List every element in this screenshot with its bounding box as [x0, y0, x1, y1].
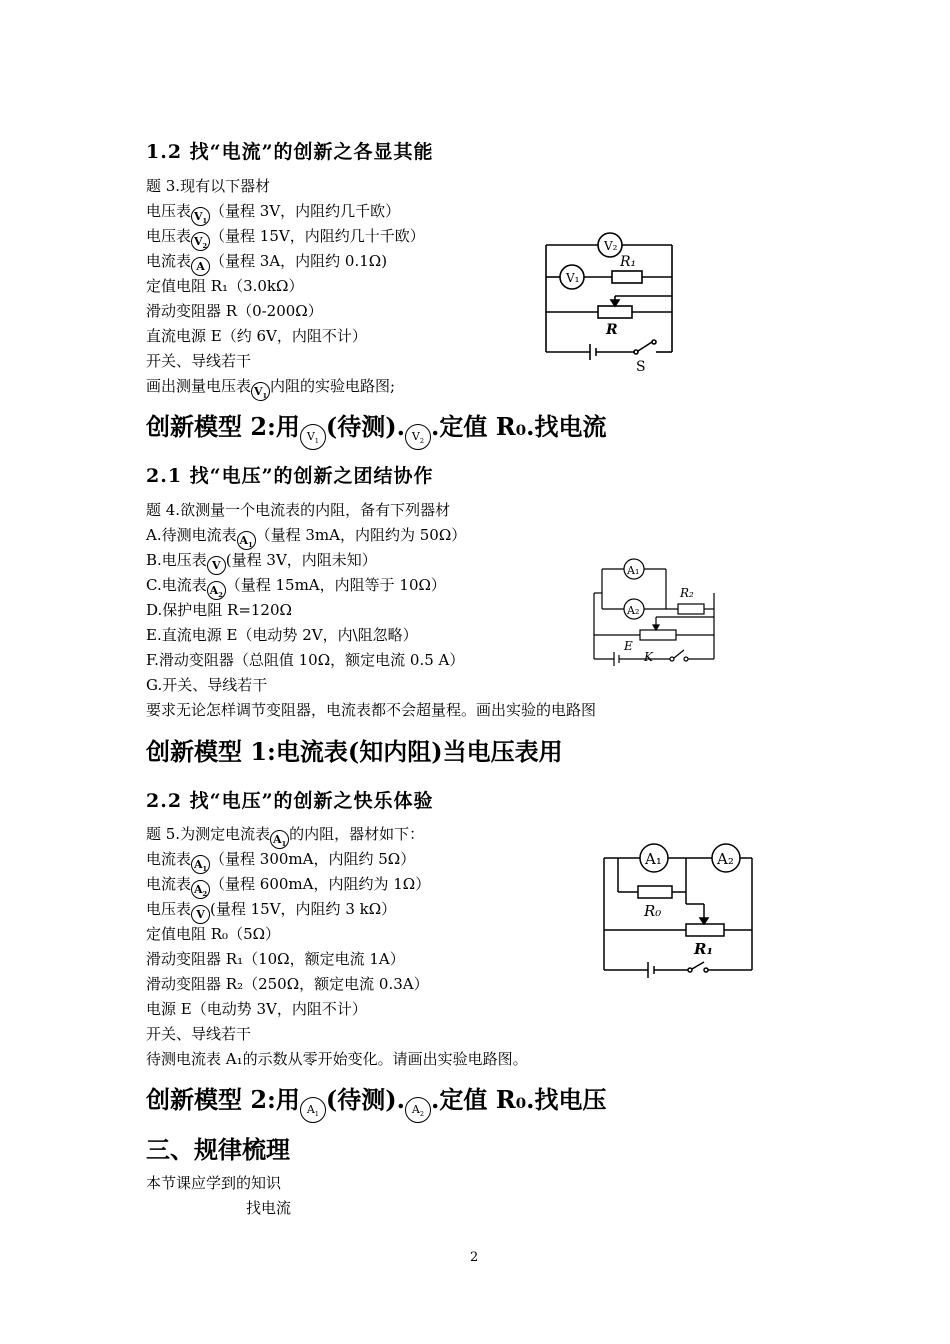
- q3-item-r: 滑动变阻器 R（0-200Ω）: [146, 302, 323, 320]
- q5-item-v: 电压表 V (量程 15V，内阻约 3 kΩ）: [146, 899, 396, 924]
- ammeter-icon: $A_1$: [191, 855, 210, 874]
- q5-item-r0: 定值电阻 R₀（5Ω）: [146, 925, 281, 943]
- ammeter-icon: $A_1$: [300, 1097, 326, 1123]
- ammeter-icon: $A_2$: [207, 581, 226, 600]
- circuit-diagram-q5: [598, 840, 758, 978]
- q3-item-r1: 定值电阻 R₁（3.0kΩ）: [146, 277, 304, 295]
- q4-item-d: D.保护电阻 R=120Ω: [146, 601, 292, 619]
- page-number: 2: [470, 1250, 479, 1265]
- fig2-label-e: E: [624, 639, 633, 653]
- fig2-label-k: K: [644, 650, 653, 664]
- fig3-label-a2: A₂: [717, 850, 734, 868]
- q4-item-c: C.电流表 $A_2$（量程 15mA，内阻等于 10Ω）: [146, 576, 446, 600]
- fig2-label-a2: A₂: [627, 604, 640, 617]
- q5-item-a1: 电流表 $A_1$（量程 300mA，内阻约 5Ω）: [146, 850, 416, 874]
- model-1-heading: 创新模型 1:电流表(知内阻)当电压表用: [146, 737, 563, 766]
- q3-item-a: 电流表 A （量程 3A，内阻约 0.1Ω): [146, 251, 387, 276]
- ammeter-icon: A: [191, 257, 210, 276]
- fig1-label-s: S: [636, 359, 646, 375]
- ammeter-icon: $A_2$: [405, 1097, 431, 1123]
- circuit-diagram-q4: [588, 553, 720, 669]
- voltmeter-icon: V: [191, 905, 210, 924]
- q4-task: 要求无论怎样调节变阻器，电流表都不会超量程。画出实验的电路图: [146, 701, 597, 719]
- fig1-label-v1: V₁: [566, 271, 580, 285]
- section-heading-2-2: 2.2 找“电压”的创新之快乐体验: [146, 790, 434, 812]
- section-heading-1-2: 1.2 找“电流”的创新之各显其能: [146, 141, 434, 163]
- fig1-label-r1: R₁: [620, 254, 637, 270]
- q4-item-e: E.直流电源 E（电动势 2V，内\阻忽略）: [146, 626, 418, 644]
- voltmeter-icon: $V_1$: [251, 382, 270, 401]
- fig3-label-r1: R₁: [694, 940, 714, 958]
- q3-item-e: 直流电源 E（约 6V，内阻不计）: [146, 327, 367, 345]
- voltmeter-icon: $V_1$: [300, 424, 326, 450]
- q3-item-misc: 开关、导线若干: [146, 352, 252, 370]
- section-heading-3: 三、规律梳理: [146, 1135, 290, 1164]
- voltmeter-icon: $V_2$: [191, 232, 210, 251]
- q5-item-r1: 滑动变阻器 R₁（10Ω，额定电流 1A）: [146, 950, 405, 968]
- fig3-label-r0: R₀: [644, 902, 662, 920]
- voltmeter-icon: V: [207, 556, 226, 575]
- ammeter-icon: $A_1$: [270, 830, 289, 849]
- fig1-label-v2: V₂: [604, 239, 618, 253]
- fig2-label-a1: A₁: [627, 564, 640, 577]
- q5-item-a2: 电流表 $A_2$（量程 600mA，内阻约为 1Ω）: [146, 875, 431, 899]
- ammeter-icon: $A_1$: [237, 531, 256, 550]
- q4-item-a: A.待测电流表 $A_1$（量程 3mA，内阻约为 50Ω）: [146, 526, 467, 550]
- model-2-heading-current: 创新模型 2:用 $V_1$(待测). $V_2$.定值 R₀.找电流: [146, 407, 607, 450]
- fig1-label-r: R: [606, 322, 618, 338]
- voltmeter-icon: $V_1$: [191, 207, 210, 226]
- circuit-diagram-q3: [540, 230, 680, 378]
- fig2-label-r2: R₂: [680, 586, 694, 600]
- q3-item-v2: 电压表 $V_2$（量程 15V，内阻约几十千欧）: [146, 227, 425, 251]
- q3-title: 题 3.现有以下器材: [146, 177, 271, 195]
- q3-item-v1: 电压表 $V_1$（量程 3V，内阻约几千欧）: [146, 202, 401, 226]
- summary-line-2: 找电流: [246, 1199, 292, 1217]
- section-heading-2-1: 2.1 找“电压”的创新之团结协作: [146, 465, 434, 487]
- q5-title: 题 5.为测定电流表 $A_1$的内阻，器材如下：: [146, 825, 425, 849]
- voltmeter-icon: $V_2$: [405, 424, 431, 450]
- summary-line-1: 本节课应学到的知识: [146, 1174, 282, 1192]
- q4-item-b: B.电压表 V (量程 3V，内阻未知）: [146, 550, 377, 575]
- ammeter-icon: $A_2$: [191, 880, 210, 899]
- q3-task: 画出测量电压表 $V_1$内阻的实验电路图;: [146, 377, 396, 401]
- fig3-label-a1: A₁: [645, 850, 662, 868]
- q5-item-r2: 滑动变阻器 R₂（250Ω，额定电流 0.3A）: [146, 975, 429, 993]
- q5-item-misc: 开关、导线若干: [146, 1025, 252, 1043]
- model-2-heading-voltage: 创新模型 2:用 $A_1$(待测). $A_2$.定值 R₀.找电压: [146, 1080, 607, 1123]
- q4-title: 题 4.欲测量一个电流表的内阻，备有下列器材: [146, 501, 451, 519]
- q4-item-f: F.滑动变阻器（总阻值 10Ω，额定电流 0.5 A）: [146, 651, 465, 669]
- q4-item-g: G.开关、导线若干: [146, 676, 268, 694]
- q5-item-e: 电源 E（电动势 3V，内阻不计）: [146, 1000, 367, 1018]
- q5-task: 待测电流表 A₁的示数从零开始变化。请画出实验电路图。: [146, 1050, 528, 1068]
